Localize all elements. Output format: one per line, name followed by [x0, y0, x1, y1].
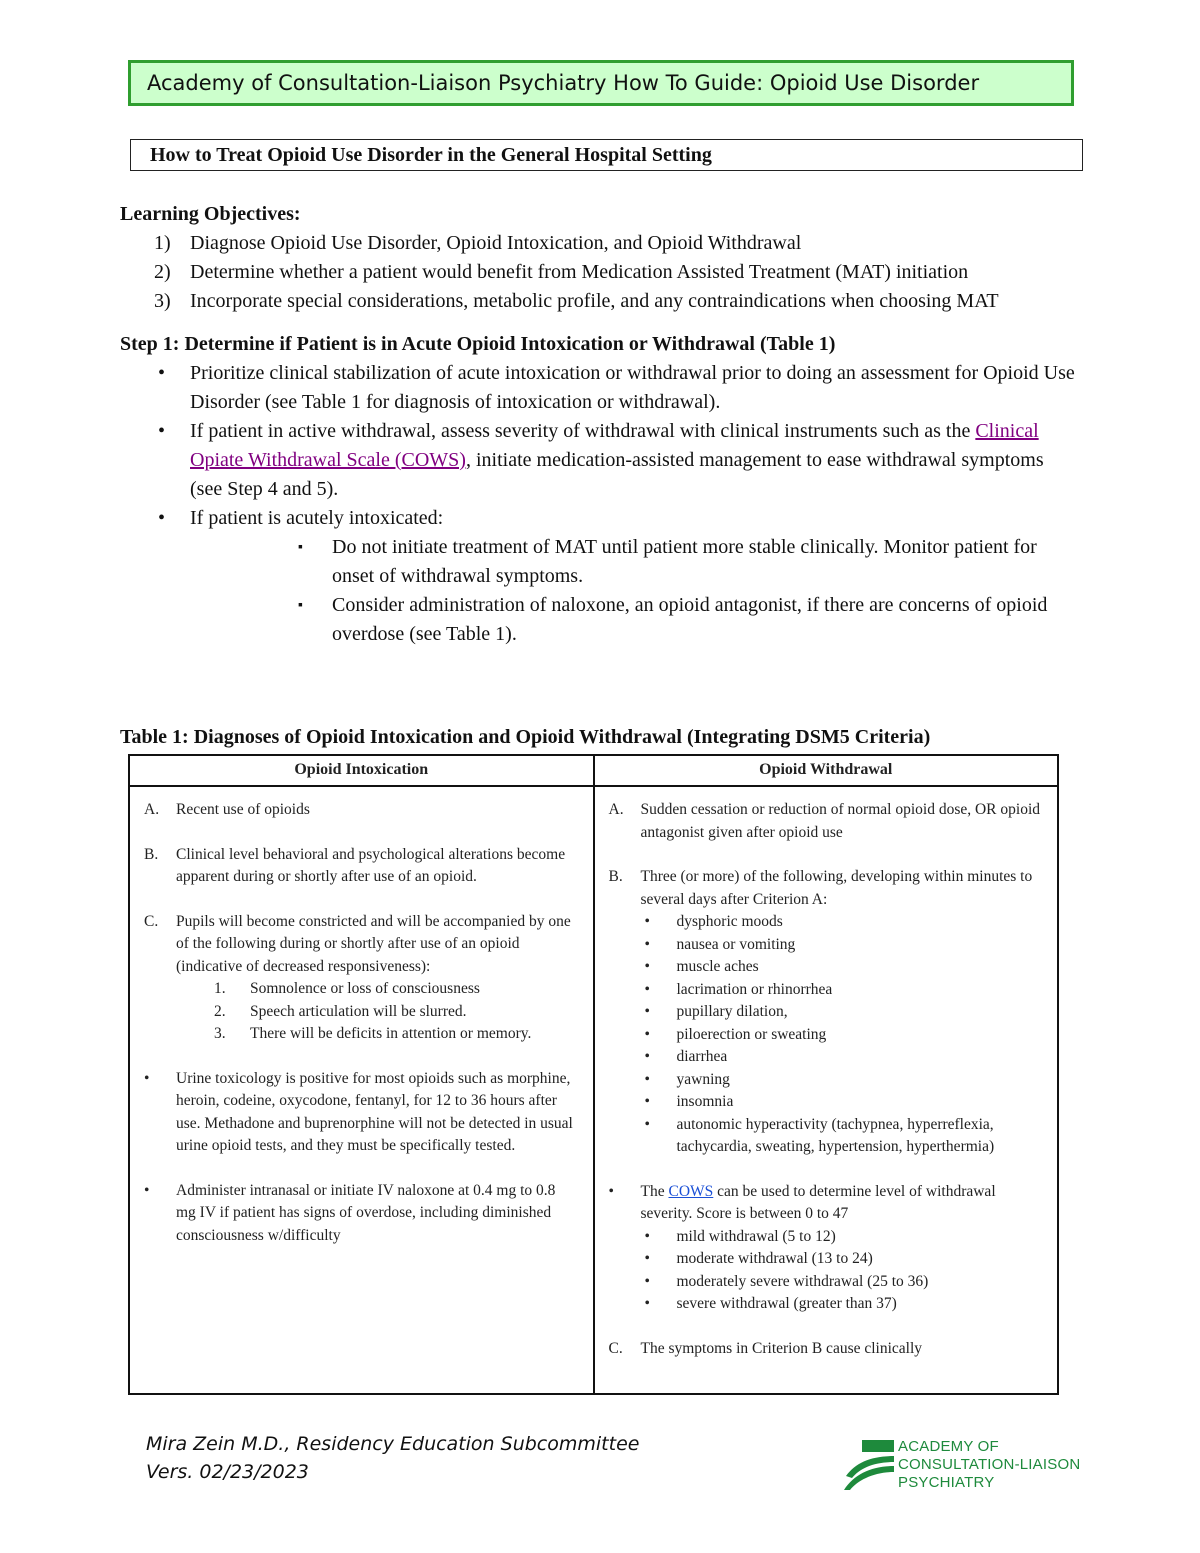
note-text: Administer intranasal or initiate IV naloxone at 0.4 mg to 0.8 mg IV if patient has signs of overdose, including diminished consciousness w/difficulty [176, 1181, 556, 1244]
objective-text: Determine whether a patient would benefit from Medication Assisted Treatment (MAT) initiation [190, 261, 969, 283]
step1-sublist [120, 533, 1080, 649]
table-header-row [130, 756, 1057, 787]
symptom-item [641, 1001, 1044, 1024]
step1-bullet [120, 359, 1080, 417]
criterion-text: Three (or more) of the following, developing within minutes to several days after Criterion A: [640, 868, 1033, 908]
bullet-icon: • [644, 1048, 650, 1065]
symptom-text: yawning [676, 1070, 730, 1088]
objective-number: 3) [154, 290, 171, 312]
document-title [130, 139, 1083, 171]
criterion-letter: C. [144, 912, 159, 930]
criterion-text: Pupils will become constricted and will be accompanied by one of the following during or shortly after use of an opioid (indicative of decreased responsiveness): [176, 912, 571, 975]
footer-version: Vers. 02/23/2023 [146, 1461, 309, 1483]
step1-bullet-text-pre: If patient in active withdrawal, assess severity of withdrawal with clinical instruments such as the [190, 420, 976, 442]
square-bullet-icon: ▪ [298, 540, 303, 555]
symptom-text: lacrimation or rhinorrhea [676, 980, 833, 998]
objective-number: 1) [154, 232, 171, 254]
bullet-icon: • [158, 420, 166, 442]
bullet-icon: • [144, 1069, 150, 1087]
criterion-c [609, 1338, 1044, 1361]
item-number: 2. [214, 1002, 226, 1020]
symptom-text: insomnia [676, 1093, 734, 1110]
severity-item [641, 1226, 1044, 1249]
objective-item [120, 287, 1080, 316]
objective-text: Incorporate special considerations, metabolic profile, and any contraindications when choosing MAT [190, 290, 999, 312]
logo-text [898, 1438, 1080, 1492]
objective-number: 2) [154, 261, 171, 283]
bullet-icon: • [644, 913, 650, 930]
bullet-icon: • [158, 507, 166, 529]
symptom-text: nausea or vomiting [676, 935, 796, 953]
table-header-intoxication: Opioid Intoxication [130, 756, 595, 785]
criterion-text: Sudden cessation or reduction of normal opioid dose, OR opioid antagonist given after opioid use [640, 801, 1040, 841]
symptom-text: dysphoric moods [676, 913, 783, 930]
step1-subbullet-text: Do not initiate treatment of MAT until patient more stable clinically. Monitor patient for onset of withdrawal symptoms. [332, 536, 1037, 587]
criterion-text: The symptoms in Criterion B cause clinically [640, 1339, 923, 1357]
severity-item [641, 1293, 1044, 1316]
step1-bullet [120, 417, 1080, 504]
footer-author: Mira Zein M.D., Residency Education Subcommittee [146, 1433, 640, 1455]
objective-item [120, 258, 1080, 287]
item-text: Somnolence or loss of consciousness [250, 980, 480, 997]
urine-tox-note [144, 1068, 579, 1158]
step1-bullet-text-post: , initiate medication-assisted management to ease withdrawal symptoms (see Step 4 and 5). [190, 449, 1044, 500]
symptom-item [641, 1091, 1044, 1114]
severity-item [641, 1271, 1044, 1294]
guide-banner-text: Academy of Consultation-Liaison Psychiatry How To Guide: Opioid Use Disorder [147, 71, 980, 95]
objective-item [120, 229, 1080, 258]
symptom-item [641, 1046, 1044, 1069]
criterion-b [144, 844, 579, 889]
step1-subbullet [120, 533, 1080, 591]
criterion-c-item [214, 978, 579, 1001]
symptom-text: diarrhea [676, 1048, 728, 1065]
item-text: Speech articulation will be slurred. [250, 1002, 467, 1020]
cows-link[interactable]: Clinical Opiate Withdrawal Scale (COWS) [190, 420, 1039, 471]
criterion-letter: B. [608, 868, 623, 885]
bullet-icon: • [644, 980, 650, 998]
criterion-b [609, 866, 1044, 1159]
item-text: There will be deficits in attention or memory. [250, 1025, 532, 1042]
body-content [120, 200, 1080, 649]
step1-heading: Step 1: Determine if Patient is in Acute Opioid Intoxication or Withdrawal (Table 1) [120, 333, 836, 355]
bullet-icon: • [644, 1295, 650, 1312]
symptom-text: pupillary dilation, [676, 1003, 788, 1020]
criterion-letter: C. [608, 1339, 623, 1357]
severity-text: severe withdrawal (greater than 37) [676, 1295, 897, 1312]
academy-logo [842, 1436, 1102, 1496]
footer [146, 1430, 639, 1486]
bullet-icon: • [644, 1070, 650, 1088]
note-text: Urine toxicology is positive for most opioids such as morphine, heroin, codeine, oxycodone, fentanyl, for 12 to 36 hours after use. Methadone and buprenorphine will not be detected in usual urine opioid tests, and they must be specifically tested. [176, 1069, 573, 1154]
criterion-c-item [214, 1001, 579, 1024]
severity-text: moderate withdrawal (13 to 24) [676, 1250, 873, 1267]
table-title: Table 1: Diagnoses of Opioid Intoxication and Opioid Withdrawal (Integrating DSM5 Criteria) [120, 726, 931, 748]
square-bullet-icon: ▪ [298, 598, 303, 613]
criterion-text: Clinical level behavioral and psychological alterations become apparent during or shortly after use of an opioid. [176, 845, 566, 885]
document-title-text: How to Treat Opioid Use Disorder in the General Hospital Setting [150, 144, 712, 166]
step1-bullet [120, 504, 1080, 533]
objectives-heading: Learning Objectives: [120, 203, 301, 225]
bullet-icon: • [644, 1003, 650, 1020]
logo-line-2: CONSULTATION-LIAISON [898, 1456, 1081, 1473]
bullet-icon: • [608, 1182, 614, 1200]
step1-bullet-text: Prioritize clinical stabilization of acute intoxication or withdrawal prior to doing an assessment for Opioid Use Disorder (see Table 1 for diagnosis of intoxication or withdrawal). [190, 362, 1075, 413]
criterion-c-item [214, 1023, 579, 1046]
criterion-a [609, 799, 1044, 844]
table-body-row [130, 787, 1057, 1395]
symptom-item [641, 911, 1044, 934]
step1-bullet-text: If patient is acutely intoxicated: [190, 507, 444, 529]
bullet-icon: • [644, 1115, 650, 1133]
symptom-item [641, 956, 1044, 979]
criterion-c-list [214, 978, 579, 1046]
guide-banner [128, 60, 1074, 106]
cows-text-pre: The [640, 1182, 669, 1200]
logo-line-1: ACADEMY OF [898, 1438, 999, 1455]
objective-text: Diagnose Opioid Use Disorder, Opioid Intoxication, and Opioid Withdrawal [190, 232, 802, 254]
bullet-icon: • [144, 1181, 150, 1199]
cows-text-post: can be used to determine level of withdrawal severity. Score is between 0 to 47 [640, 1182, 996, 1222]
symptom-text: muscle aches [676, 958, 759, 975]
criterion-letter: A. [144, 801, 160, 818]
severity-list [641, 1226, 1044, 1316]
bullet-icon: • [644, 1093, 650, 1110]
bullet-icon: • [644, 1025, 650, 1043]
bullet-icon: • [644, 1227, 650, 1245]
bullet-icon: • [644, 958, 650, 975]
withdrawal-column [595, 787, 1058, 1395]
criterion-letter: A. [608, 801, 624, 818]
symptom-item [641, 1069, 1044, 1092]
criterion-letter: B. [144, 845, 159, 863]
objectives-list [120, 229, 1080, 316]
bullet-icon: • [644, 1250, 650, 1267]
bullet-icon: • [158, 362, 166, 384]
criterion-text: Recent use of opioids [176, 801, 310, 818]
logo-mark-icon [842, 1436, 896, 1492]
table-header-withdrawal: Opioid Withdrawal [759, 761, 893, 778]
symptom-item [641, 979, 1044, 1002]
cows-note [609, 1181, 1044, 1316]
symptom-text: piloerection or sweating [676, 1025, 827, 1043]
bullet-icon: • [644, 1272, 650, 1290]
symptom-item [641, 934, 1044, 957]
symptom-item [641, 1114, 1044, 1159]
criterion-c [144, 911, 579, 1046]
step1-list [120, 359, 1080, 533]
step1-subbullet [120, 591, 1080, 649]
criterion-a [144, 799, 579, 822]
symptom-list [641, 911, 1044, 1159]
severity-text: mild withdrawal (5 to 12) [676, 1227, 836, 1245]
step1-subbullet-text: Consider administration of naloxone, an opioid antagonist, if there are concerns of opioid overdose (see Table 1). [332, 594, 1048, 645]
item-number: 1. [214, 980, 226, 997]
cows-table-link[interactable]: COWS [668, 1182, 714, 1200]
severity-text: moderately severe withdrawal (25 to 36) [676, 1272, 929, 1290]
symptom-item [641, 1024, 1044, 1047]
bullet-icon: • [644, 935, 650, 953]
item-number: 3. [214, 1025, 226, 1042]
diagnosis-table [128, 754, 1059, 1395]
naloxone-note [144, 1180, 579, 1248]
symptom-text: autonomic hyperactivity (tachypnea, hyperreflexia, tachycardia, sweating, hypertension, hyperthermia) [676, 1115, 995, 1155]
severity-item [641, 1248, 1044, 1271]
logo-line-3: PSYCHIATRY [898, 1474, 995, 1491]
intoxication-column [130, 787, 595, 1395]
